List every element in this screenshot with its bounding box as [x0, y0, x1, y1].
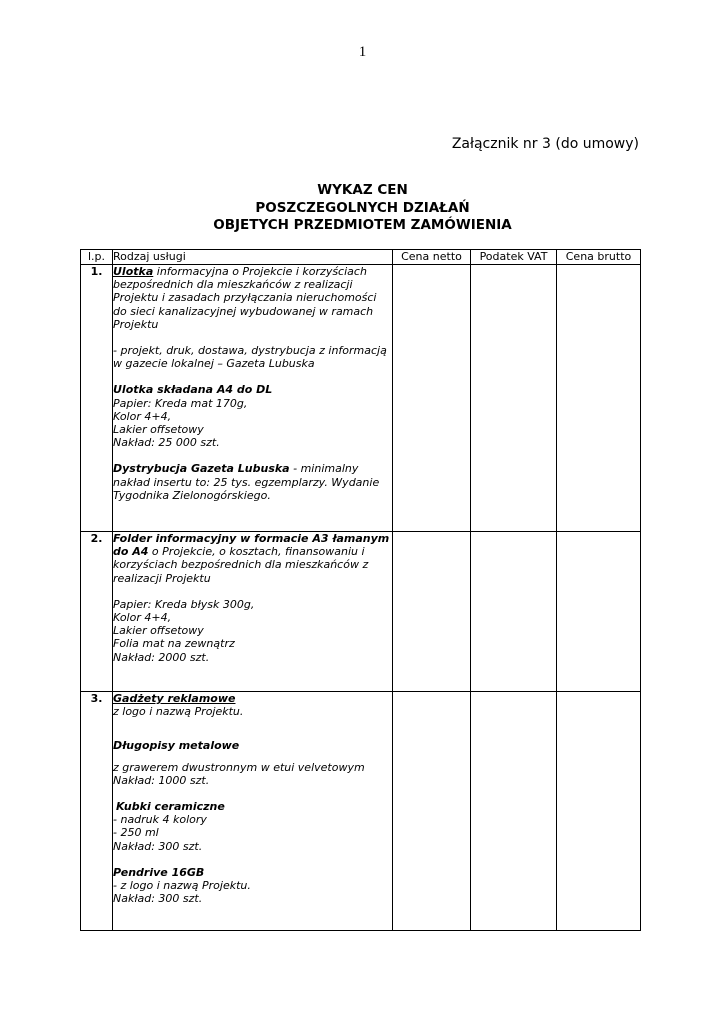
header-vat: Podatek VAT — [471, 250, 557, 265]
description-intro: Folder informacyjny w formacie A3 łamanym do A4 o Projekcie, o kosztach, finansowaniu i korzyściach bezpośrednich dla mieszkańców z realizacji Projektu — [113, 532, 390, 585]
row-number: 1. — [81, 265, 113, 532]
spec-line: - nadruk 4 kolory — [113, 813, 207, 827]
item-heading: Długopisy metalowe — [113, 739, 240, 753]
item-heading: Dystrybucja Gazeta Lubuska — [113, 462, 290, 476]
spec-line: Lakier offsetowy — [113, 624, 204, 638]
spec-line: Papier: Kreda błysk 300g, — [113, 597, 255, 611]
spec-line: Nakład: 300 szt. — [113, 839, 203, 853]
table-header-row — [81, 250, 641, 265]
spec-line: Kolor 4+4, — [113, 611, 172, 625]
gross-price-cell[interactable] — [557, 265, 641, 532]
annex-label: Załącznik nr 3 (do umowy) — [451, 136, 639, 152]
item-title: Ulotka — [113, 265, 154, 278]
row-number: 2. — [81, 532, 113, 692]
vat-cell[interactable] — [471, 692, 557, 931]
spec-line: Nakład: 300 szt. — [113, 892, 203, 906]
table-row — [81, 265, 641, 532]
distribution-note: Dystrybucja Gazeta Lubuska - minimalny nakład insertu to: 25 tys. egzemplarzy. Wydanie Tygodnika Zielonogórskiego. — [113, 462, 380, 502]
item-heading: Ulotka składana A4 do DL — [113, 383, 273, 397]
table-row — [81, 532, 641, 692]
service-description — [113, 692, 393, 931]
description-intro: Ulotka informacyjna o Projekcie i korzyściach bezpośrednich dla mieszkańców z realizacji Projektu i zasadach przyłączania nieruchomości do sieci kanalizacyjnej wybudowanej w ramach Projektu — [113, 265, 377, 331]
vat-cell[interactable] — [471, 532, 557, 692]
spec-line: - z logo i nazwą Projektu. — [113, 879, 251, 893]
spec-line: Nakład: 2000 szt. — [113, 650, 210, 664]
spec-line: Lakier offsetowy — [113, 423, 204, 437]
description-paragraph: - projekt, druk, dostawa, dystrybucja z informacją w gazecie lokalnej – Gazeta Lubuska — [113, 344, 387, 371]
item-title: Folder informacyjny w formacie A3 łamanym do A4 — [113, 532, 390, 559]
document-title — [0, 182, 725, 235]
title-line-1: WYKAZ CEN — [317, 182, 408, 198]
header-net-price: Cena netto — [393, 250, 471, 265]
page-number: 1 — [358, 44, 367, 60]
spec-line: Nakład: 25 000 szt. — [113, 436, 220, 450]
header-gross-price: Cena brutto — [557, 250, 641, 265]
header-service-type: Rodzaj usługi — [113, 250, 393, 265]
row-number: 3. — [81, 692, 113, 931]
item-heading: Kubki ceramiczne — [116, 800, 225, 814]
net-price-cell[interactable] — [393, 265, 471, 532]
spec-line: Nakład: 1000 szt. — [113, 773, 210, 787]
spec-line: Papier: Kreda mat 170g, — [113, 396, 248, 410]
spec-line: Folia mat na zewnątrz — [113, 637, 235, 651]
spec-line: z grawerem dwustronnym w etui velvetowym — [113, 760, 365, 774]
service-description — [113, 265, 393, 532]
title-line-2: POSZCZEGOLNYCH DZIAŁAŃ — [255, 199, 470, 216]
title-line-3: OBJETYCH PRZEDMIOTEM ZAMÓWIENIA — [213, 217, 512, 233]
net-price-cell[interactable] — [393, 532, 471, 692]
gross-price-cell[interactable] — [557, 692, 641, 931]
item-title: Gadżety reklamowe — [113, 692, 236, 705]
item-heading: Pendrive 16GB — [113, 865, 205, 879]
table-row — [81, 692, 641, 931]
service-description — [113, 532, 393, 692]
header-lp: l.p. — [81, 250, 113, 265]
net-price-cell[interactable] — [393, 692, 471, 931]
spec-line: Kolor 4+4, — [113, 409, 172, 423]
description-intro: z logo i nazwą Projektu. — [113, 705, 244, 719]
spec-line: - 250 ml — [113, 826, 159, 840]
price-table — [80, 249, 641, 931]
gross-price-cell[interactable] — [557, 532, 641, 692]
vat-cell[interactable] — [471, 265, 557, 532]
